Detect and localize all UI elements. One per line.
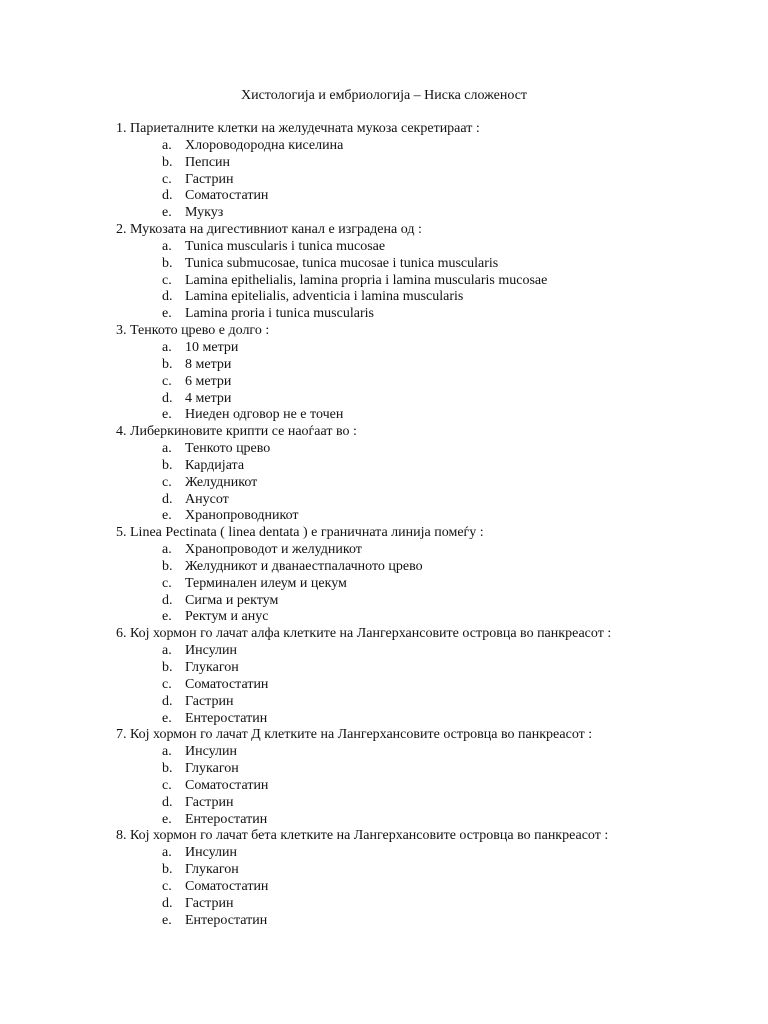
option-letter: d. xyxy=(162,289,173,305)
option-text: Гастрин xyxy=(185,693,234,709)
answer-option xyxy=(116,306,736,323)
answer-option xyxy=(116,256,736,273)
option-text: Глукагон xyxy=(185,761,239,777)
option-letter: a. xyxy=(162,744,172,760)
answer-option xyxy=(116,155,736,172)
answer-option xyxy=(116,744,736,761)
answer-option xyxy=(116,609,736,626)
option-letter: d. xyxy=(162,491,173,507)
option-letter: a. xyxy=(162,441,172,457)
option-text: Lamina epitelialis, adventicia i lamina muscularis xyxy=(185,289,464,305)
option-letter: b. xyxy=(162,862,173,878)
answer-option xyxy=(116,374,736,391)
option-text: Гастрин xyxy=(185,895,234,911)
option-text: Ентеростатин xyxy=(185,811,268,827)
option-text: Хлороводородна киселина xyxy=(185,137,344,153)
question-text: 1. Париеталните клетки на желудечната мукоза секретираат : xyxy=(116,121,480,136)
answer-option xyxy=(116,492,736,509)
answer-option xyxy=(116,913,736,930)
answer-option xyxy=(116,357,736,374)
option-letter: b. xyxy=(162,761,173,777)
option-text: Анусот xyxy=(185,491,229,507)
answer-option xyxy=(116,475,736,492)
option-letter: d. xyxy=(162,794,173,810)
option-text: Желудникот xyxy=(185,474,258,490)
answer-option xyxy=(116,711,736,728)
answer-option xyxy=(116,441,736,458)
option-letter: c. xyxy=(162,777,172,793)
option-text: Гастрин xyxy=(185,171,234,187)
question-text: 4. Либеркиновите крипти се наоѓаат во : xyxy=(116,424,357,440)
option-letter: c. xyxy=(162,171,172,187)
option-letter: a. xyxy=(162,339,172,355)
option-text: Ниеден одговор не е точен xyxy=(185,407,344,423)
option-text: Терминален илеум и цекум xyxy=(185,575,347,591)
option-letter: b. xyxy=(162,154,173,170)
option-letter: a. xyxy=(162,643,172,659)
option-text: 8 метри xyxy=(185,356,232,372)
answer-option xyxy=(116,188,736,205)
answer-option xyxy=(116,340,736,357)
option-letter: a. xyxy=(162,238,172,254)
answer-option xyxy=(116,660,736,677)
answer-option xyxy=(116,795,736,812)
option-letter: b. xyxy=(162,356,173,372)
option-letter: c. xyxy=(162,474,172,490)
answer-option xyxy=(116,576,736,593)
option-letter: a. xyxy=(162,137,172,153)
option-letter: b. xyxy=(162,660,173,675)
question-text: 7. Кој хормон го лачат Д клетките на Лангерхансовите островца во панкреасот : xyxy=(116,727,593,743)
option-letter: c. xyxy=(162,272,172,288)
option-letter: e. xyxy=(162,609,172,625)
option-letter: a. xyxy=(162,542,172,558)
option-text: Lamina proria i tunica muscularis xyxy=(185,306,374,322)
option-text: Соматостатин xyxy=(185,777,269,793)
option-letter: e. xyxy=(162,811,172,827)
option-letter: e. xyxy=(162,508,172,524)
option-letter: c. xyxy=(162,575,172,591)
answer-option xyxy=(116,289,736,306)
answer-option xyxy=(116,542,736,559)
option-letter: c. xyxy=(162,373,172,389)
answer-option xyxy=(116,239,736,256)
option-text: Инсулин xyxy=(185,643,237,659)
option-text: Желудникот и дванаестпалачното црево xyxy=(185,558,423,574)
option-text: Инсулин xyxy=(185,845,237,861)
question-block xyxy=(116,727,736,828)
answer-option xyxy=(116,845,736,862)
option-text: Сигма и ректум xyxy=(185,592,279,608)
question-block xyxy=(116,222,736,323)
option-text: Lamina epithelialis, lamina propria i lamina muscularis mucosae xyxy=(185,272,548,288)
answer-option xyxy=(116,812,736,829)
option-text: Ентеростатин xyxy=(185,710,268,726)
option-letter: d. xyxy=(162,188,173,204)
question-block xyxy=(116,121,736,222)
option-text: Соматостатин xyxy=(185,676,269,692)
option-text: Кардијата xyxy=(185,457,245,473)
question-text: 5. Linea Pectinata ( linea dentata ) е граничната линија помеѓу : xyxy=(116,525,484,541)
answer-option xyxy=(116,593,736,610)
answer-option xyxy=(116,559,736,576)
question-list xyxy=(116,121,736,930)
option-letter: c. xyxy=(162,676,172,692)
answer-option xyxy=(116,761,736,778)
answer-option xyxy=(116,677,736,694)
answer-option xyxy=(116,879,736,896)
option-text: Соматостатин xyxy=(185,188,269,204)
question-text: 2. Мукозата на дигестивниот канал е изградена од : xyxy=(116,222,422,238)
option-text: 10 метри xyxy=(185,339,239,355)
option-text: 6 метри xyxy=(185,373,232,389)
option-text: Глукагон xyxy=(185,862,239,878)
option-text: Хранопроводникот xyxy=(185,508,299,524)
option-letter: d. xyxy=(162,592,173,608)
question-text: 6. Кој хормон го лачат алфа клетките на Лангерхансовите островца во панкреасот : xyxy=(116,626,612,642)
question-block xyxy=(116,424,736,525)
option-text: Tunica muscularis i tunica mucosae xyxy=(185,238,386,254)
option-letter: e. xyxy=(162,912,172,928)
option-letter: e. xyxy=(162,306,172,322)
option-letter: d. xyxy=(162,390,173,406)
option-letter: b. xyxy=(162,255,173,271)
option-letter: e. xyxy=(162,710,172,726)
option-letter: e. xyxy=(162,407,172,423)
option-text: Ректум и анус xyxy=(185,609,269,625)
option-letter: b. xyxy=(162,558,173,574)
question-text: 8. Кој хормон го лачат бета клетките на Лангерхансовите островца во панкреасот : xyxy=(116,828,609,844)
document-title: Хистологија и ембриологија – Ниска сложеност xyxy=(240,88,528,103)
answer-option xyxy=(116,778,736,795)
question-block xyxy=(116,828,736,929)
option-text: Ентеростатин xyxy=(185,912,268,928)
answer-option xyxy=(116,896,736,913)
answer-option xyxy=(116,643,736,660)
option-text: Хранопроводот и желудникот xyxy=(185,542,362,558)
answer-option xyxy=(116,862,736,879)
answer-option xyxy=(116,273,736,290)
option-letter: b. xyxy=(162,457,173,473)
question-text: 3. Тенкото црево е долго : xyxy=(116,323,270,339)
answer-option xyxy=(116,138,736,155)
option-text: Соматостатин xyxy=(185,878,269,894)
answer-option xyxy=(116,391,736,408)
answer-option xyxy=(116,694,736,711)
option-letter: d. xyxy=(162,693,173,709)
answer-option xyxy=(116,407,736,424)
option-text: Инсулин xyxy=(185,744,237,760)
option-text: Глукагон xyxy=(185,660,239,675)
option-letter: c. xyxy=(162,878,172,894)
answer-option xyxy=(116,172,736,189)
answer-option xyxy=(116,458,736,475)
option-text: Tunica submucosae, tunica mucosae i tunica muscularis xyxy=(185,255,499,271)
answer-option xyxy=(116,205,736,222)
question-block xyxy=(116,626,736,727)
option-letter: a. xyxy=(162,845,172,861)
option-text: Гастрин xyxy=(185,794,234,810)
option-letter: d. xyxy=(162,895,173,911)
option-text: Мукуз xyxy=(185,205,224,221)
option-text: Тенкото црево xyxy=(185,441,271,457)
answer-option xyxy=(116,508,736,525)
question-block xyxy=(116,323,736,424)
option-text: 4 метри xyxy=(185,390,232,406)
option-letter: e. xyxy=(162,205,172,221)
question-block xyxy=(116,525,736,626)
option-text: Пепсин xyxy=(185,154,231,170)
